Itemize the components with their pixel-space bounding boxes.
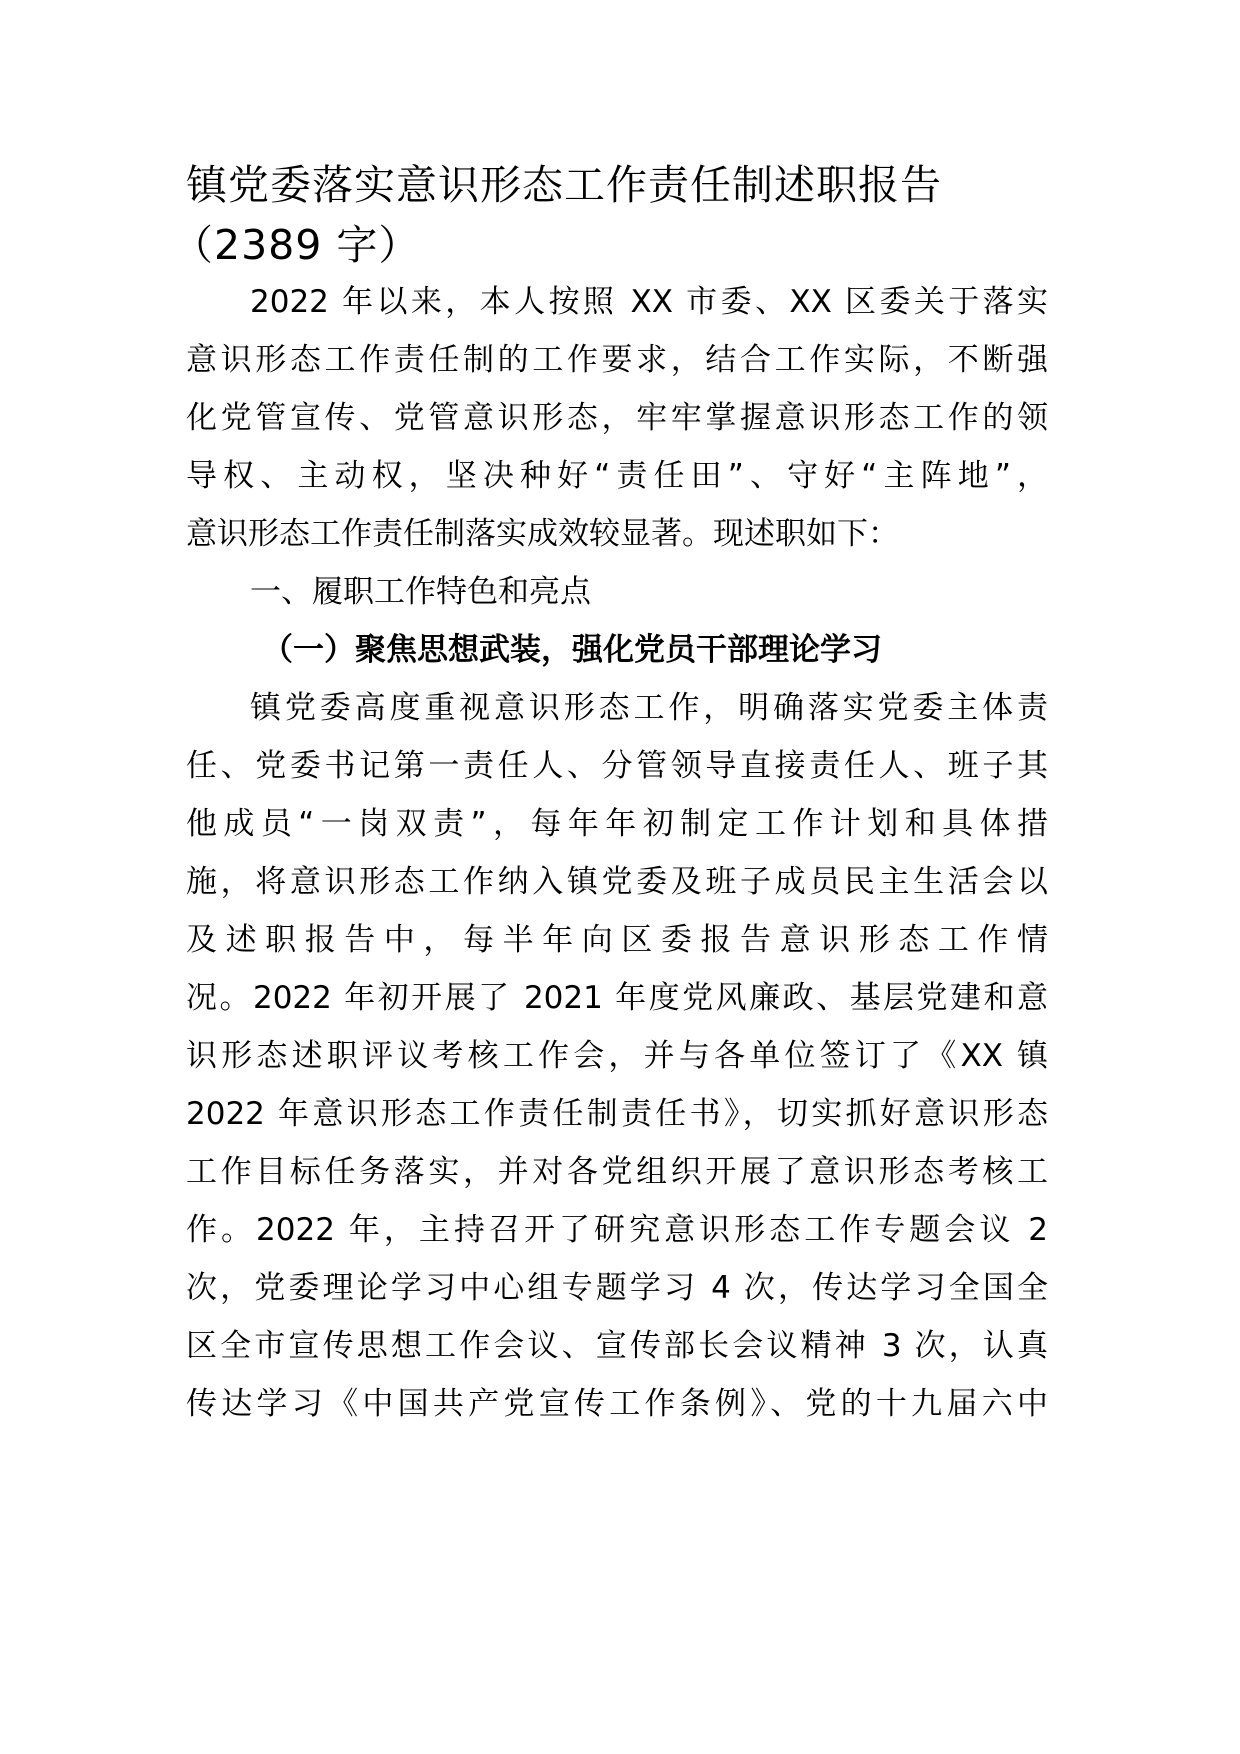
- intro-line: 导权、主动权，坚决种好“责任田”、守好“主阵地”，: [186, 458, 1048, 494]
- body-line: 传达学习《中国共产党宣传工作条例》、党的十九届六中: [186, 1386, 1048, 1422]
- body-line: 次，党委理论学习中心组专题学习 4 次，传达学习全国全: [186, 1270, 1048, 1306]
- body-line: 工作目标任务落实，并对各党组织开展了意识形态考核工: [186, 1154, 1048, 1190]
- section-heading: 一、履职工作特色和亮点: [250, 574, 591, 610]
- intro-line: 意识形态工作责任制落实成效较显著。现述职如下：: [186, 516, 899, 552]
- document-title: 镇党委落实意识形态工作责任制述职报告: [186, 161, 942, 209]
- subsection-heading: （一）聚焦思想武装，强化党员干部理论学习: [262, 632, 882, 668]
- body-line: 区全市宣传思想工作会议、宣传部长会议精神 3 次，认真: [186, 1328, 1048, 1364]
- body-line: 及述职报告中，每半年向区委报告意识形态工作情: [186, 922, 1048, 958]
- body-line: 任、党委书记第一责任人、分管领导直接责任人、班子其: [186, 748, 1048, 784]
- body-line: 他成员“一岗双责”，每年年初制定工作计划和具体措: [186, 806, 1048, 842]
- body-line: 况。2022 年初开展了 2021 年度党风廉政、基层党建和意: [186, 980, 1048, 1016]
- body-line: 作。2022 年，主持召开了研究意识形态工作专题会议 2: [186, 1212, 1048, 1248]
- intro-line: 2022 年以来，本人按照 XX 市委、XX 区委关于落实: [250, 284, 1048, 320]
- body-line: 镇党委高度重视意识形态工作，明确落实党委主体责: [250, 690, 1048, 726]
- intro-line: 意识形态工作责任制的工作要求，结合工作实际，不断强: [186, 342, 1048, 378]
- body-line: 识形态述职评议考核工作会，并与各单位签订了《XX 镇: [186, 1038, 1048, 1074]
- intro-line: 化党管宣传、党管意识形态，牢牢掌握意识形态工作的领: [186, 400, 1048, 436]
- body-line: 2022 年意识形态工作责任制责任书》，切实抓好意识形态: [186, 1096, 1048, 1132]
- document-title-wordcount: （2389 字）: [172, 221, 421, 269]
- body-line: 施，将意识形态工作纳入镇党委及班子成员民主生活会以: [186, 864, 1048, 900]
